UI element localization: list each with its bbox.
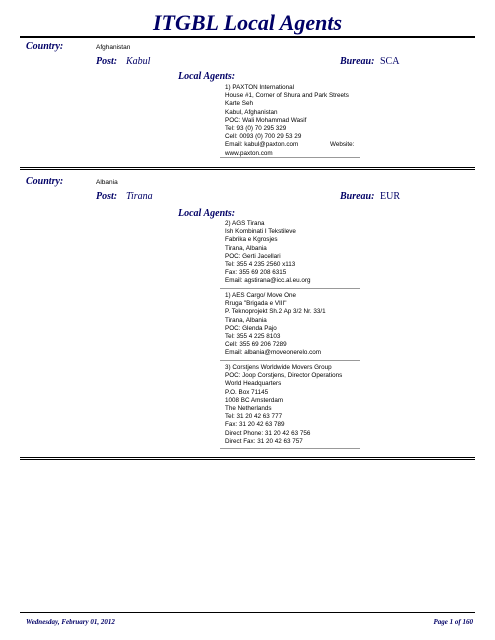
agent-line: Fabrika e Kgrosjes [225,236,278,244]
agent-line: 1) AES Cargo/ Move One [225,292,297,299]
post-value: Tirana [126,191,153,202]
footer-page-number: Page 1 of 160 [433,618,473,626]
bureau-label: Bureau: [340,191,375,202]
agent-line: Tirana, Albania [225,244,267,252]
agent-line: Fax: 355 69 208 6315 [225,269,287,277]
agent-entry [225,364,360,446]
agent-line: 1008 BC Amsterdam [225,396,284,404]
page-title: ITGBL Local Agents [152,10,343,35]
agent-line: P. Teknoprojekt Sh.2 Ap 3/2 Nr. 33/1 [225,308,326,316]
footer-rule [20,612,475,613]
agent-line: Ish Kombinati I Tekstileve [225,228,296,236]
agent-line: World Headquarters [225,380,282,388]
agent-line: Fax: 31 20 42 63 789 [225,421,285,429]
agent-line: Tel: 355 4 225 8103 [225,333,281,341]
website-label: Website: [330,141,355,149]
agent-line: Cell: 355 69 206 7289 [225,341,287,349]
agent-line: Kabul, Afghanistan [225,108,278,116]
country-label: Country: [26,176,64,187]
agent-line: POC: Joop Corstjens, Director Operations [225,372,343,380]
agent-line: Tirana, Albania [225,316,267,324]
agent-line: Direct Fax: 31 20 42 63 757 [225,437,303,445]
country-value: Afghanistan [96,44,131,51]
agent-email[interactable]: Email: albania@moveonerelo.com [225,349,321,357]
post-label: Post: [96,56,118,67]
country-value: Albania [96,179,118,186]
agent-separator [220,288,360,289]
bureau-value: EUR [380,191,400,202]
agent-line: House #1, Corner of Shura and Park Streets [225,92,349,100]
agent-entry [225,220,360,286]
bureau-value: SCA [380,56,400,67]
agent-line: 2) AGS Tirana [225,220,265,227]
agent-email[interactable]: Email: agstirana@icc.al.eu.org [225,277,311,285]
header-rule [20,36,475,38]
agent-line: Cell: 0093 (0) 700 29 53 29 [225,133,302,141]
agent-line: Tel: 31 20 42 63 777 [225,413,283,421]
agent-line: Tel: 93 (0) 70 295 329 [225,125,287,133]
agent-line: Direct Phone: 31 20 42 63 756 [225,429,311,437]
agent-line: Rruga "Brigada e VIII" [225,300,287,308]
footer-date: Wednesday, February 01, 2012 [26,618,115,626]
agent-entry [225,292,360,358]
agent-line: The Netherlands [225,405,272,413]
agent-separator [220,448,360,449]
country-label: Country: [26,41,64,52]
agent-email[interactable]: Email: kabul@paxton.com [225,141,299,149]
agent-line: POC: Glenda Pajo [225,324,277,332]
section-divider [20,457,475,460]
local-agents-label: Local Agents: [178,208,236,219]
local-agents-label: Local Agents: [178,71,236,82]
section-divider [20,167,475,170]
agent-line: Karte Seh [225,100,254,108]
agent-line: 3) Corstjens Worldwide Movers Group [225,364,332,371]
post-label: Post: [96,191,118,202]
agent-entry [225,84,360,158]
agent-line: Tel: 355 4 235 2560 x113 [225,261,296,269]
agent-email-line [225,141,360,149]
agent-line: POC: Wali Mohammad Wasif [225,116,307,124]
agent-separator [220,360,360,361]
post-value: Kabul [126,56,151,67]
agent-website[interactable]: www.paxton.com [225,149,273,157]
agent-line: 1) PAXTON International [225,84,295,91]
agent-separator [220,157,360,158]
agent-line: P.O. Box 71145 [225,388,269,396]
bureau-label: Bureau: [340,56,375,67]
agent-line: POC: Gerti Jacellari [225,252,281,260]
